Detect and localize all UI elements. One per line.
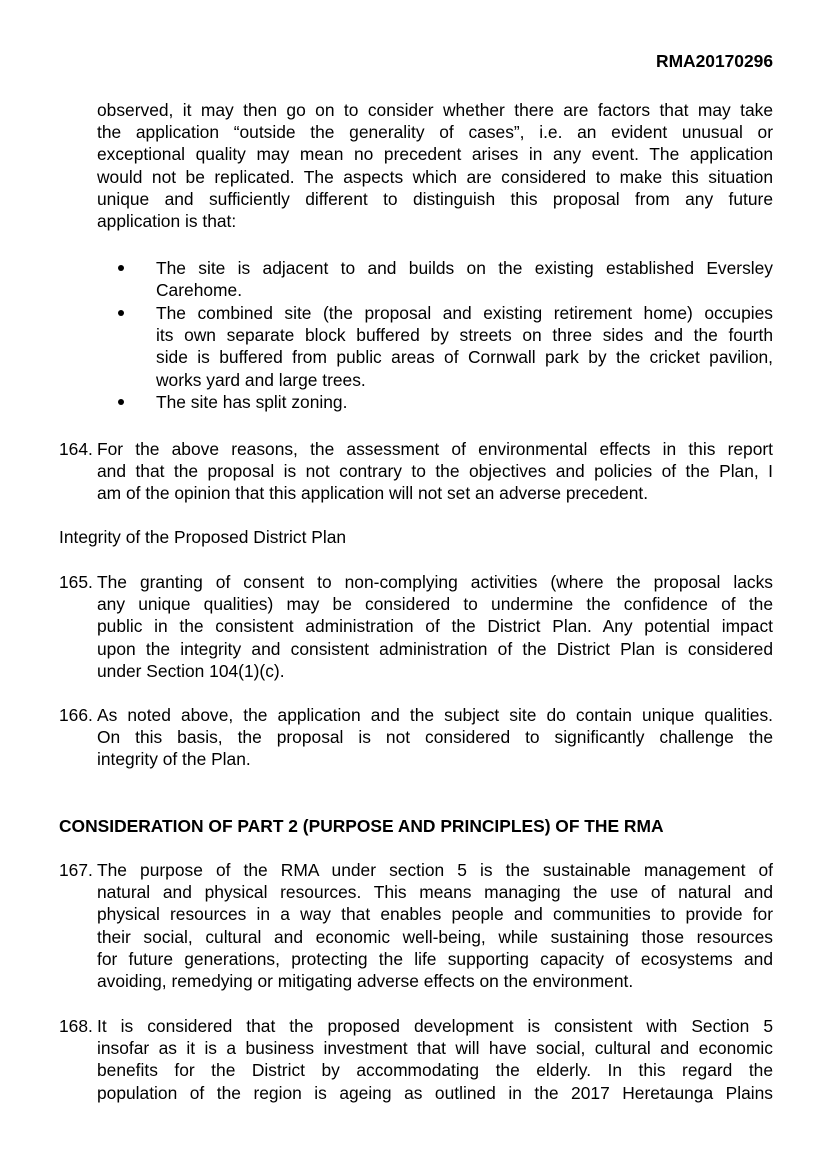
text-line: its own separate block buffered by streets on three sides and the fourth xyxy=(156,325,773,346)
paragraph-164 xyxy=(97,438,773,505)
paragraph-165 xyxy=(97,571,773,682)
text-line: unique and sufficiently different to distinguish this proposal from any future xyxy=(97,188,773,209)
text-line: am of the opinion that this application will not set an adverse precedent. xyxy=(97,483,649,504)
text-line: insofar as it is a business investment that will have social, cultural and economic xyxy=(97,1038,773,1059)
text-line: The site has split zoning. xyxy=(156,392,348,412)
paragraph-number: 165. xyxy=(59,572,93,592)
paragraph-number: 167. xyxy=(59,860,93,880)
text-line: On this basis, the proposal is not considered to significantly challenge the xyxy=(97,727,773,748)
text-line: would not be replicated. The aspects which are considered to make this situation xyxy=(97,166,773,187)
text-line: the application “outside the generality of cases”, i.e. an evident unusual or xyxy=(97,122,773,143)
bullet-icon xyxy=(118,399,124,405)
text-line: The purpose of the RMA under section 5 is the sustainable management of xyxy=(97,860,773,880)
text-line: public in the consistent administration of the District Plan. Any potential impact xyxy=(97,616,773,637)
text-line: application is that: xyxy=(97,210,237,231)
paragraph-167 xyxy=(97,859,773,992)
section-heading: CONSIDERATION OF PART 2 (PURPOSE AND PRINCIPLES) OF THE RMA xyxy=(59,816,664,836)
text-line: any unique qualities) may be considered to undermine the confidence of the xyxy=(97,594,773,615)
bullet-icon xyxy=(118,265,124,271)
bullet-icon xyxy=(118,310,124,316)
text-line: side is buffered from public areas of Cornwall park by the cricket pavilion, xyxy=(156,347,773,368)
paragraph-168 xyxy=(97,1015,773,1104)
text-line: exceptional quality may mean no precedent arises in any event. The application xyxy=(97,144,773,165)
text-line: benefits for the District by accommodating the elderly. In this regard the xyxy=(97,1060,773,1081)
document-reference: RMA20170296 xyxy=(656,51,773,71)
text-line: It is considered that the proposed development is consistent with Section 5 xyxy=(97,1016,773,1036)
text-line: for future generations, protecting the life supporting capacity of ecosystems and xyxy=(97,948,773,969)
paragraph-number: 164. xyxy=(59,439,93,459)
text-line: observed, it may then go on to consider whether there are factors that may take xyxy=(97,100,773,120)
text-line: and that the proposal is not contrary to the objectives and policies of the Plan, I xyxy=(97,461,773,482)
text-line: population of the region is ageing as outlined in the 2017 Heretaunga Plains xyxy=(97,1082,773,1103)
text-line: under Section 104(1)(c). xyxy=(97,660,285,681)
paragraph-number: 168. xyxy=(59,1016,93,1036)
text-line: As noted above, the application and the subject site do contain unique qualities. xyxy=(97,705,773,725)
text-line: physical resources in a way that enables people and communities to provide for xyxy=(97,904,773,925)
text-line: integrity of the Plan. xyxy=(97,749,251,770)
text-line: their social, cultural and economic well-being, while sustaining those resources xyxy=(97,926,773,947)
text-line: upon the integrity and consistent administration of the District Plan is considered xyxy=(97,638,773,659)
text-line: avoiding, remedying or mitigating adverse effects on the environment. xyxy=(97,970,634,991)
text-line: The combined site (the proposal and existing retirement home) occupies xyxy=(156,303,773,323)
text-line: natural and physical resources. This means managing the use of natural and xyxy=(97,882,773,903)
text-line: The granting of consent to non-complying activities (where the proposal lacks xyxy=(97,572,773,592)
text-line: Carehome. xyxy=(156,280,243,301)
text-line: For the above reasons, the assessment of environmental effects in this report xyxy=(97,439,773,459)
subheading: Integrity of the Proposed District Plan xyxy=(59,527,347,547)
text-line: works yard and large trees. xyxy=(156,369,366,390)
bullet-item xyxy=(156,257,773,301)
paragraph-number: 166. xyxy=(59,705,93,725)
paragraph-166 xyxy=(97,704,773,771)
bullet-item xyxy=(156,391,773,413)
text-line: The site is adjacent to and builds on the existing established Eversley xyxy=(156,258,773,278)
bullet-item xyxy=(156,302,773,391)
intro-paragraph xyxy=(97,99,773,232)
